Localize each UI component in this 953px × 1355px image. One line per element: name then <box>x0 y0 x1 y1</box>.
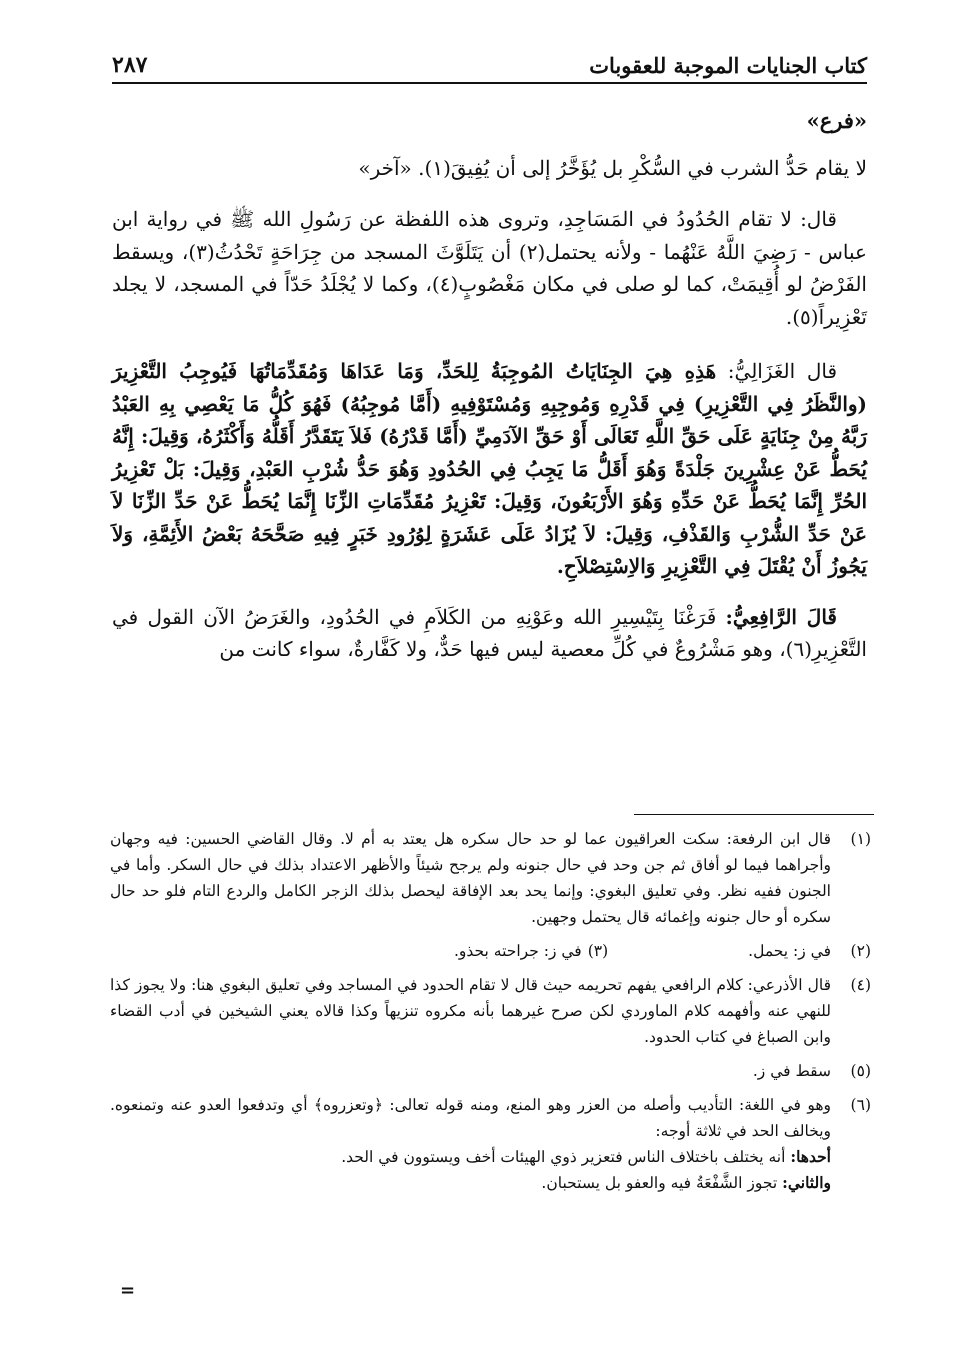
footnote-number: (١) <box>850 830 871 848</box>
footnote-point-second <box>110 1170 831 1196</box>
paragraph-mosque-ruling: قال: لا تقام الحُدُودُ في المَسَاجِدِ، وتروى هذه اللفظة عن رَسُولِ الله ﷺ في رواية ابن عباس - رَضِيَ اللَّهُ عَنْهُما - ولأنه يحتمل(٢) أن يَتَلَوَّثَ المسجد من جِرَاحَةٍ تَحْدُثُ(٣)، ويسقط الفَرْضُ لو أُقِيمَتْ، كما لو صلى في مكان مَغْصُوبٍ(٤)، وكما لا يُجْلَدُ حَدّاً في المسجد، لا يجلد تَعْزِيراً(٥). <box>112 207 867 329</box>
paragraph-ghazali <box>112 355 867 583</box>
footnote-number: (٦) <box>850 1096 871 1114</box>
footnotes <box>110 826 871 1204</box>
page-number: ٢٨٧ <box>112 52 148 78</box>
continuation-marker: = <box>120 1280 136 1301</box>
paragraph-rafii <box>112 601 867 666</box>
point-text: تجوز الشَّفْعَةُ فيه والعفو بل يستحبان. <box>541 1174 778 1192</box>
far-ruling-line: لا يقام حَدُّ الشرب في السُّكْرِ بل يُؤَخَّرُ إلى أن يُفِيقَ(١). «آخر» <box>358 156 867 180</box>
footnote-number: (٣) <box>587 942 609 960</box>
ghazali-text: هَذِهِ هِيَ الجِنَايَاتُ المُوجِبَةُ لِلحَدِّ، وَمَا عَدَاهَا وَمُقَدِّمَاتُهَا فَيُوجِبُ التَّعْزِيرَ (والنَّظَرُ فِي التَّعْزِيرِ) فِي قَدْرِهِ وَمُوجِبِهِ وَمُسْتَوْفِيهِ (أَمَّا مُوجِبُهُ) فَهُوَ كُلُّ مَا يَعْصِي بِهِ العَبْدُ رَبَّهُ مِنْ جِنَايَةٍ عَلَى حَقِّ اللَّهِ تَعَالَى أَوْ حَقِّ الآدَمِيِّ (أَمَّا قَدْرُهُ) فَلاَ يَتَقَدَّرُ أَقَلُّهُ وَأَكْثَرُهُ، وَقِيلَ: إِنَّهُ يُحَطُّ عَنْ عِشْرِينَ جَلْدَةً وَهُوَ أَقَلُّ مَا يَجِبُ فِي الحُدُودِ وَهُوَ حَدُّ شُرْبِ العَبْدِ، وَقِيلَ: بَلْ تَعْزِيرُ الحُرِّ إِنَّمَا يُحَطُّ عَنْ حَدِّهِ وَهُوَ الأَرْبَعُونَ، وَقِيلَ: تَعْزِيرُ مُقَدِّمَاتِ الزِّنَا إِنَّمَا يُحَطُّ عَنْ حَدِّ الزِّنَا لاَ عَنْ حَدِّ الشُّرْبِ وَالقَذْفِ، وَقِيلَ: لاَ يُزَادُ عَلَى عَشَرَةٍ لِوُرُودِ خَبَرٍ فِيهِ صَحَّحَهُ بَعْضُ الأَئِمَّةِ، وَلاَ يَجُوزُ أَنْ يُقْتَلَ فِي التَّعْزِيرِ وَالاِسْتِصْلاَحِ. <box>112 359 868 578</box>
footnote-text: قال الأذرعي: كلام الرافعي يفهم تحريمه حيث قال لا تقام الحدود في المساجد وفي تعليق البغوي هنا: ولا يجوز كذا للنهي عنه وأفهمه كلام الماوردي لكن صرح غيرهما بأنه مكروه تنزيهاً وكذا قالاه يعني الشيخين في أدب القضاء وابن الصباغ في كتاب الحدود. <box>110 976 831 1046</box>
rafii-intro: قَالَ الرَّافِعِيُّ: <box>725 604 837 629</box>
footnote-row-2-3 <box>110 938 871 964</box>
footnote-divider <box>634 814 874 815</box>
running-title: كتاب الجنايات الموجبة للعقوبات <box>589 53 867 78</box>
footnote-1 <box>110 826 871 930</box>
footnote-text: في ز: يحمل. <box>748 942 831 960</box>
footnote-number: (٤) <box>850 976 871 994</box>
footnote-text: قال ابن الرفعة: سكت العراقيون عما لو حد حال سكره هل يعتد به أم لا. وقال القاضي الحسين: فيه وجهان وأجراهما فيما لو أفاق ثم جن وحد في حال جنونه ولم يرجح شيئاً والأظهر الاعتداد بذلك في حال السكر. وأما في الجنون ففيه نظر. وفي تعليق البغوي: وإنما يحد بعد الإفاقة ليحصل بذلك الزجر الكامل والردع التام فلو حد حال سكره أو حال جنونه وإغمائه قال يحتمل وجهين. <box>110 830 831 926</box>
footnote-4 <box>110 972 871 1050</box>
point-text: أنه يختلف باختلاف الناس فتعزير ذوي الهيئات أخف ويستوون في الحد. <box>341 1148 786 1166</box>
point-label: أحدها: <box>790 1147 831 1166</box>
footnote-text: وهو في اللغة: التأديب وأصله من العزر وهو المنع، ومنه قوله تعالى: ﴿وتعزروه﴾ أي وتدفعوا العدو عنه وتمنعوه. ويخالف الحد في ثلاثة أوجه: <box>110 1096 831 1140</box>
main-text <box>112 108 867 684</box>
footnote-body <box>110 1092 831 1196</box>
footnote-text: في ز: جراحته بحذو. <box>454 942 582 960</box>
section-label-far: «فرع» <box>806 108 867 133</box>
page-header <box>112 46 867 84</box>
ghazali-intro: قال الغَزَالِيُّ: <box>727 359 838 383</box>
footnote-5 <box>110 1058 871 1084</box>
footnote-6 <box>110 1092 871 1196</box>
footnote-number: (٢) <box>850 942 871 960</box>
point-label: والثاني: <box>782 1173 831 1192</box>
footnote-number: (٥) <box>850 1062 871 1080</box>
rafii-text: فَرَغْنَا بِتَيْسِيرِ الله وعَوْنِهِ من الكَلاَمِ في الحُدُودِ، والغَرَضُ الآن القول في التَّعْزِيرِ(٦)، وهو مَشْرُوعٌ في كُلِّ معصية ليس فيها حَدٌّ، ولا كَفَّارةٌ، سواء كانت من <box>112 604 867 661</box>
footnote-point-first <box>110 1144 831 1170</box>
footnote-text: سقط في ز. <box>752 1062 831 1080</box>
